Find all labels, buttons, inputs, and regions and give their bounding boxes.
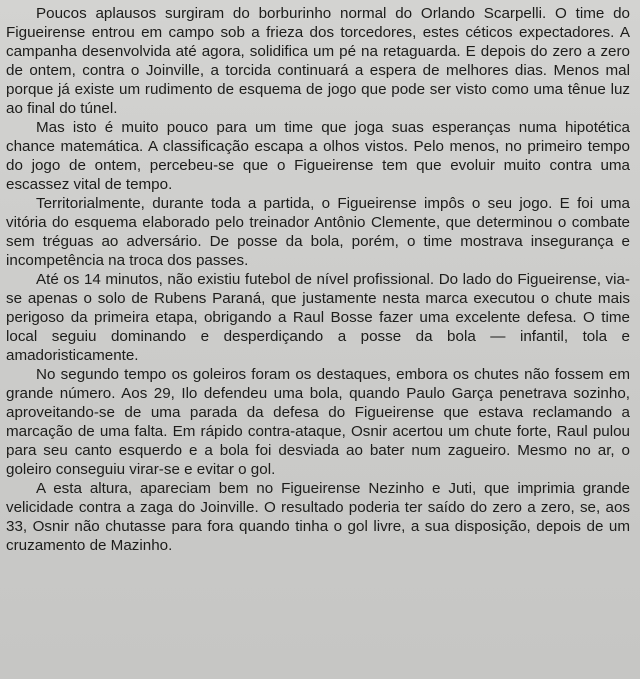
paragraph-1: Poucos aplausos surgiram do borburinho normal do Orlando Scarpelli. O time do Figueirense entrou em campo sob a frieza dos torcedores, estes céticos expectadores. A campanha desenvolvida até agora, solidifica um pé na retaguarda. E depois do zero a zero de ontem, contra o Joinville, a torcida continuará a espera de melhores dias. Menos mal porque já existe um rudimento de esquema de jogo que pode ser visto como uma tênue luz ao final do túnel. (6, 5, 630, 117)
paragraph-3: Territorialmente, durante toda a partida, o Figueirense impôs o seu jogo. E foi uma vitória do esquema elaborado pelo treinador Antônio Clemente, que determinou o combate sem tréguas ao adversário. De posse da bola, porém, o time mostrava insegurança e incompetência na troca dos passes. (6, 195, 630, 269)
paragraph-2: Mas isto é muito pouco para um time que joga suas esperanças numa hipotética chance matemática. A classificação escapa a olhos vistos. Pelo menos, no primeiro tempo do jogo de ontem, percebeu-se que o Figueirense tem que evoluir muito contra uma escassez vital de tempo. (6, 119, 630, 193)
article-body (6, 4, 630, 555)
paragraph-5: No segundo tempo os goleiros foram os destaques, embora os chutes não fossem em grande número. Aos 29, Ilo defendeu uma bola, quando Paulo Garça penetrava sozinho, aproveitando-se de uma parada da defesa do Figueirense que estava reclamando a marcação de uma falta. Em rápido contra-ataque, Osnir acertou um chute forte, Raul pulou para seu canto esquerdo e a bola foi desviada ao bater num zagueiro. Mesmo no ar, o goleiro conseguiu virar-se e evitar o gol. (6, 366, 630, 478)
paragraph-6: A esta altura, apareciam bem no Figueirense Nezinho e Juti, que imprimia grande velicidade contra a zaga do Joinville. O resultado poderia ter saído do zero a zero, se, aos 33, Osnir não chutasse para fora quando tinha o gol livre, a sua disposição, depois de um cruzamento de Mazinho. (6, 480, 630, 554)
paragraph-4: Até os 14 minutos, não existiu futebol de nível profissional. Do lado do Figueirense, via-se apenas o solo de Rubens Paraná, que justamente nesta marca executou o chute mais perigoso da primeira etapa, obrigando a Raul Bosse fazer uma excelente defesa. O time local seguiu dominando e desperdiçando a posse da bola — infantil, tola e amadoristicamente. (6, 271, 630, 364)
